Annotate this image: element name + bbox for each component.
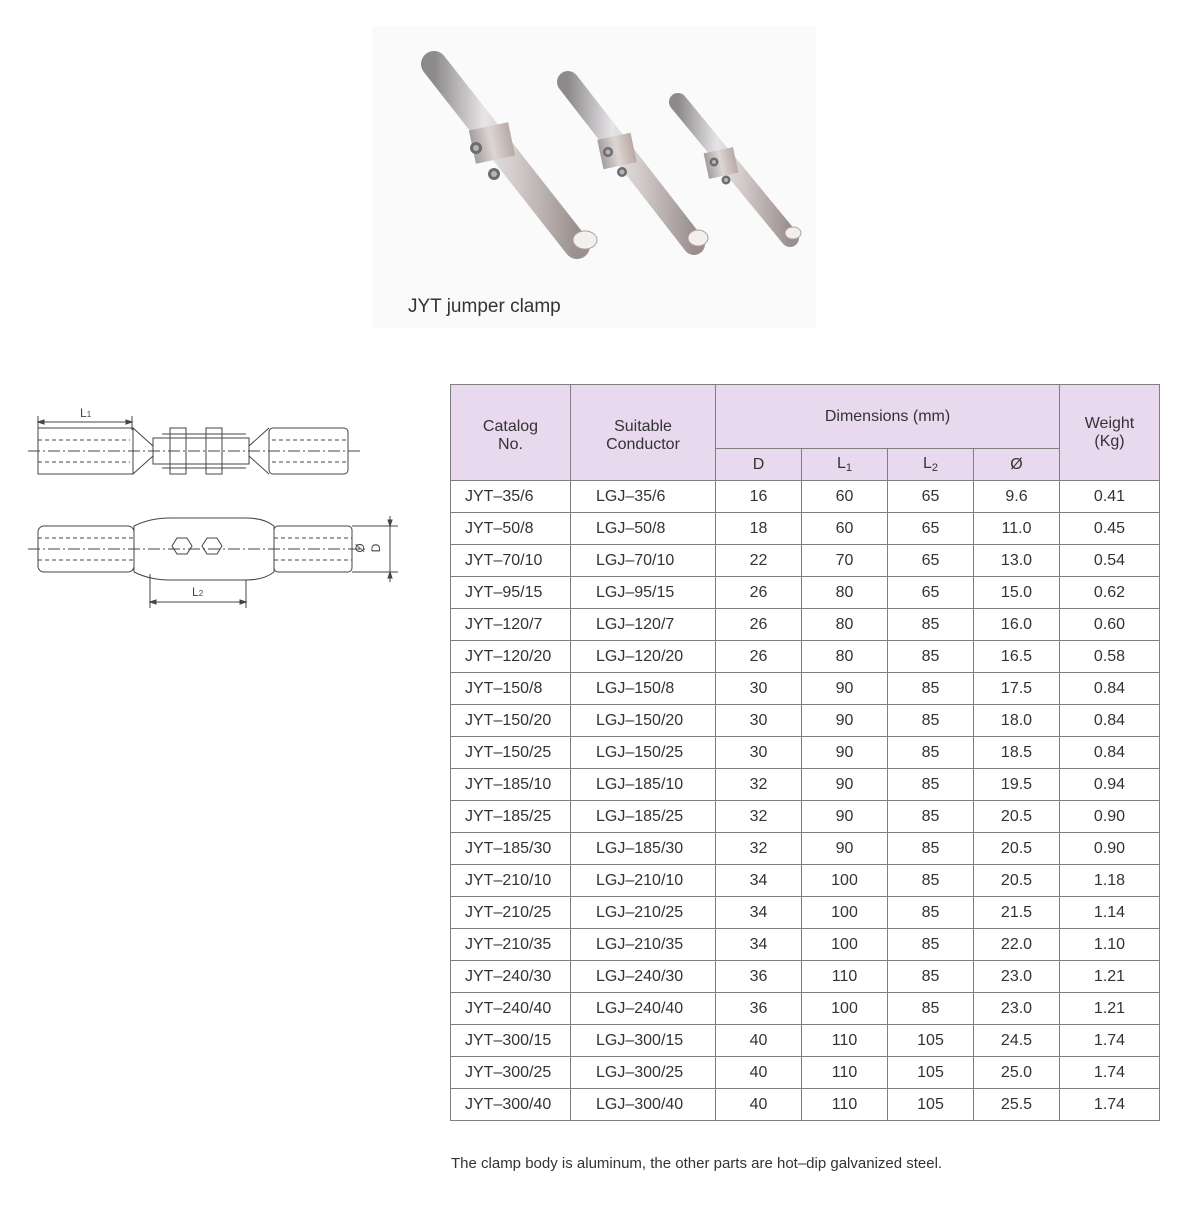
cell-l2: 85 bbox=[888, 833, 974, 865]
cell-weight: 0.84 bbox=[1060, 737, 1160, 769]
cell-weight: 0.58 bbox=[1060, 641, 1160, 673]
cell-catalog: JYT–300/40 bbox=[451, 1089, 571, 1121]
table-row bbox=[451, 929, 1160, 961]
cell-l2: 105 bbox=[888, 1025, 974, 1057]
table-row bbox=[451, 673, 1160, 705]
cell-l2: 65 bbox=[888, 545, 974, 577]
cell-catalog: JYT–300/15 bbox=[451, 1025, 571, 1057]
cell-catalog: JYT–210/25 bbox=[451, 897, 571, 929]
table-row bbox=[451, 993, 1160, 1025]
cell-d: 18 bbox=[716, 513, 802, 545]
cell-weight: 1.14 bbox=[1060, 897, 1160, 929]
cell-catalog: JYT–150/20 bbox=[451, 705, 571, 737]
table-row bbox=[451, 545, 1160, 577]
cell-d: 22 bbox=[716, 545, 802, 577]
photo-caption: JYT jumper clamp bbox=[408, 296, 561, 317]
cell-phi: 19.5 bbox=[974, 769, 1060, 801]
cell-conductor: LGJ–185/30 bbox=[571, 833, 716, 865]
cell-l1: 70 bbox=[802, 545, 888, 577]
table-row bbox=[451, 769, 1160, 801]
cell-catalog: JYT–240/30 bbox=[451, 961, 571, 993]
cell-weight: 0.62 bbox=[1060, 577, 1160, 609]
cell-conductor: LGJ–50/8 bbox=[571, 513, 716, 545]
cell-l2: 65 bbox=[888, 577, 974, 609]
cell-l2: 105 bbox=[888, 1057, 974, 1089]
cell-l1: 90 bbox=[802, 737, 888, 769]
cell-phi: 16.0 bbox=[974, 609, 1060, 641]
top-view bbox=[28, 516, 398, 608]
cell-weight: 1.18 bbox=[1060, 865, 1160, 897]
cell-conductor: LGJ–35/6 bbox=[571, 481, 716, 513]
side-view bbox=[28, 406, 360, 474]
header-weight: Weight (Kg) bbox=[1060, 385, 1160, 481]
cell-catalog: JYT–70/10 bbox=[451, 545, 571, 577]
cell-l1: 100 bbox=[802, 865, 888, 897]
technical-drawing bbox=[20, 398, 430, 618]
header-l2: $L_2$ bbox=[888, 449, 974, 481]
cell-l1: 100 bbox=[802, 929, 888, 961]
cell-l1: 60 bbox=[802, 481, 888, 513]
cell-d: 32 bbox=[716, 769, 802, 801]
cell-weight: 0.84 bbox=[1060, 673, 1160, 705]
table-row bbox=[451, 577, 1160, 609]
cell-weight: 0.45 bbox=[1060, 513, 1160, 545]
table-row bbox=[451, 833, 1160, 865]
header-dimensions: Dimensions (mm) bbox=[716, 385, 1060, 449]
cell-l1: 110 bbox=[802, 1057, 888, 1089]
cell-phi: 17.5 bbox=[974, 673, 1060, 705]
cell-weight: 1.74 bbox=[1060, 1025, 1160, 1057]
cell-phi: 11.0 bbox=[974, 513, 1060, 545]
cell-catalog: JYT–120/7 bbox=[451, 609, 571, 641]
cell-l2: 105 bbox=[888, 1089, 974, 1121]
cell-catalog: JYT–185/25 bbox=[451, 801, 571, 833]
cell-l1: 110 bbox=[802, 961, 888, 993]
cell-phi: 18.5 bbox=[974, 737, 1060, 769]
cell-conductor: LGJ–300/15 bbox=[571, 1025, 716, 1057]
cell-conductor: LGJ–210/10 bbox=[571, 865, 716, 897]
cell-catalog: JYT–150/8 bbox=[451, 673, 571, 705]
cell-d: 26 bbox=[716, 641, 802, 673]
table-row bbox=[451, 1025, 1160, 1057]
cell-phi: 25.5 bbox=[974, 1089, 1060, 1121]
cell-d: 26 bbox=[716, 609, 802, 641]
cell-phi: 22.0 bbox=[974, 929, 1060, 961]
cell-d: 36 bbox=[716, 993, 802, 1025]
table-row bbox=[451, 513, 1160, 545]
cell-phi: 20.5 bbox=[974, 833, 1060, 865]
cell-catalog: JYT–210/10 bbox=[451, 865, 571, 897]
cell-phi: 13.0 bbox=[974, 545, 1060, 577]
cell-conductor: LGJ–120/7 bbox=[571, 609, 716, 641]
clamp-small bbox=[678, 102, 801, 239]
footnote: The clamp body is aluminum, the other parts are hot–dip galvanized steel. bbox=[451, 1155, 943, 1172]
cell-conductor: LGJ–300/25 bbox=[571, 1057, 716, 1089]
cell-d: 26 bbox=[716, 577, 802, 609]
header-d: D bbox=[716, 449, 802, 481]
cell-catalog: JYT–35/6 bbox=[451, 481, 571, 513]
cell-l2: 85 bbox=[888, 737, 974, 769]
cell-phi: 15.0 bbox=[974, 577, 1060, 609]
table-row bbox=[451, 737, 1160, 769]
cell-l2: 85 bbox=[888, 609, 974, 641]
cell-conductor: LGJ–150/8 bbox=[571, 673, 716, 705]
cell-l1: 90 bbox=[802, 769, 888, 801]
cell-l2: 85 bbox=[888, 801, 974, 833]
cell-phi: 20.5 bbox=[974, 801, 1060, 833]
cell-l1: 100 bbox=[802, 993, 888, 1025]
cell-phi: 9.6 bbox=[974, 481, 1060, 513]
cell-d: 40 bbox=[716, 1025, 802, 1057]
cell-conductor: LGJ–120/20 bbox=[571, 641, 716, 673]
cell-weight: 1.74 bbox=[1060, 1089, 1160, 1121]
cell-l1: 110 bbox=[802, 1089, 888, 1121]
cell-l1: 90 bbox=[802, 801, 888, 833]
cell-weight: 0.41 bbox=[1060, 481, 1160, 513]
cell-weight: 0.54 bbox=[1060, 545, 1160, 577]
cell-phi: 20.5 bbox=[974, 865, 1060, 897]
cell-conductor: LGJ–210/25 bbox=[571, 897, 716, 929]
cell-l1: 90 bbox=[802, 673, 888, 705]
cell-d: 34 bbox=[716, 929, 802, 961]
cell-catalog: JYT–150/25 bbox=[451, 737, 571, 769]
cell-conductor: LGJ–70/10 bbox=[571, 545, 716, 577]
cell-d: 40 bbox=[716, 1057, 802, 1089]
cell-phi: 23.0 bbox=[974, 993, 1060, 1025]
cell-conductor: LGJ–210/35 bbox=[571, 929, 716, 961]
table-row bbox=[451, 1057, 1160, 1089]
table-row bbox=[451, 961, 1160, 993]
cell-catalog: JYT–95/15 bbox=[451, 577, 571, 609]
cell-phi: 21.5 bbox=[974, 897, 1060, 929]
cell-d: 36 bbox=[716, 961, 802, 993]
cell-l2: 85 bbox=[888, 641, 974, 673]
cell-d: 30 bbox=[716, 673, 802, 705]
cell-catalog: JYT–50/8 bbox=[451, 513, 571, 545]
header-l1: $L_1$ bbox=[802, 449, 888, 481]
table-row bbox=[451, 609, 1160, 641]
table-row bbox=[451, 705, 1160, 737]
cell-phi: 23.0 bbox=[974, 961, 1060, 993]
cell-conductor: LGJ–185/10 bbox=[571, 769, 716, 801]
product-photo bbox=[372, 26, 816, 328]
specification-table bbox=[450, 384, 1160, 1121]
cell-l2: 65 bbox=[888, 481, 974, 513]
cell-weight: 1.21 bbox=[1060, 961, 1160, 993]
cell-weight: 0.90 bbox=[1060, 833, 1160, 865]
cell-d: 40 bbox=[716, 1089, 802, 1121]
cell-weight: 1.74 bbox=[1060, 1057, 1160, 1089]
cell-l2: 85 bbox=[888, 961, 974, 993]
cell-phi: 25.0 bbox=[974, 1057, 1060, 1089]
table-row bbox=[451, 865, 1160, 897]
cell-l2: 85 bbox=[888, 673, 974, 705]
cell-catalog: JYT–300/25 bbox=[451, 1057, 571, 1089]
cell-catalog: JYT–240/40 bbox=[451, 993, 571, 1025]
cell-l1: 80 bbox=[802, 641, 888, 673]
cell-conductor: LGJ–150/25 bbox=[571, 737, 716, 769]
table-row bbox=[451, 641, 1160, 673]
cell-l1: 90 bbox=[802, 833, 888, 865]
cell-l1: 100 bbox=[802, 897, 888, 929]
cell-catalog: JYT–120/20 bbox=[451, 641, 571, 673]
cell-conductor: LGJ–240/30 bbox=[571, 961, 716, 993]
cell-l2: 85 bbox=[888, 897, 974, 929]
cell-d: 32 bbox=[716, 801, 802, 833]
cell-l2: 85 bbox=[888, 865, 974, 897]
cell-weight: 0.60 bbox=[1060, 609, 1160, 641]
table-row bbox=[451, 1089, 1160, 1121]
cell-catalog: JYT–185/10 bbox=[451, 769, 571, 801]
cell-l1: 80 bbox=[802, 577, 888, 609]
label-d: D bbox=[369, 543, 383, 553]
header-phi: Ø bbox=[974, 449, 1060, 481]
cell-catalog: JYT–185/30 bbox=[451, 833, 571, 865]
cell-l2: 85 bbox=[888, 993, 974, 1025]
label-l1: L1 bbox=[80, 406, 92, 420]
cell-l2: 85 bbox=[888, 929, 974, 961]
cell-d: 32 bbox=[716, 833, 802, 865]
cell-weight: 1.10 bbox=[1060, 929, 1160, 961]
cell-l2: 85 bbox=[888, 705, 974, 737]
cell-l1: 60 bbox=[802, 513, 888, 545]
cell-d: 16 bbox=[716, 481, 802, 513]
cell-d: 30 bbox=[716, 705, 802, 737]
cell-catalog: JYT–210/35 bbox=[451, 929, 571, 961]
cell-d: 34 bbox=[716, 865, 802, 897]
cell-l2: 65 bbox=[888, 513, 974, 545]
cell-conductor: LGJ–185/25 bbox=[571, 801, 716, 833]
table-row bbox=[451, 801, 1160, 833]
cell-phi: 24.5 bbox=[974, 1025, 1060, 1057]
cell-l2: 85 bbox=[888, 769, 974, 801]
table-row bbox=[451, 897, 1160, 929]
cell-weight: 0.90 bbox=[1060, 801, 1160, 833]
cell-conductor: LGJ–150/20 bbox=[571, 705, 716, 737]
label-phi: Ø bbox=[353, 543, 367, 553]
cell-d: 34 bbox=[716, 897, 802, 929]
cell-l1: 110 bbox=[802, 1025, 888, 1057]
cell-d: 30 bbox=[716, 737, 802, 769]
header-catalog: Catalog No. bbox=[451, 385, 571, 481]
cell-weight: 0.84 bbox=[1060, 705, 1160, 737]
header-conductor: Suitable Conductor bbox=[571, 385, 716, 481]
label-l2: L2 bbox=[192, 585, 204, 599]
cell-conductor: LGJ–300/40 bbox=[571, 1089, 716, 1121]
cell-conductor: LGJ–240/40 bbox=[571, 993, 716, 1025]
cell-l1: 90 bbox=[802, 705, 888, 737]
cell-conductor: LGJ–95/15 bbox=[571, 577, 716, 609]
table-row bbox=[451, 481, 1160, 513]
cell-phi: 16.5 bbox=[974, 641, 1060, 673]
cell-weight: 1.21 bbox=[1060, 993, 1160, 1025]
cell-weight: 0.94 bbox=[1060, 769, 1160, 801]
cell-phi: 18.0 bbox=[974, 705, 1060, 737]
cell-l1: 80 bbox=[802, 609, 888, 641]
